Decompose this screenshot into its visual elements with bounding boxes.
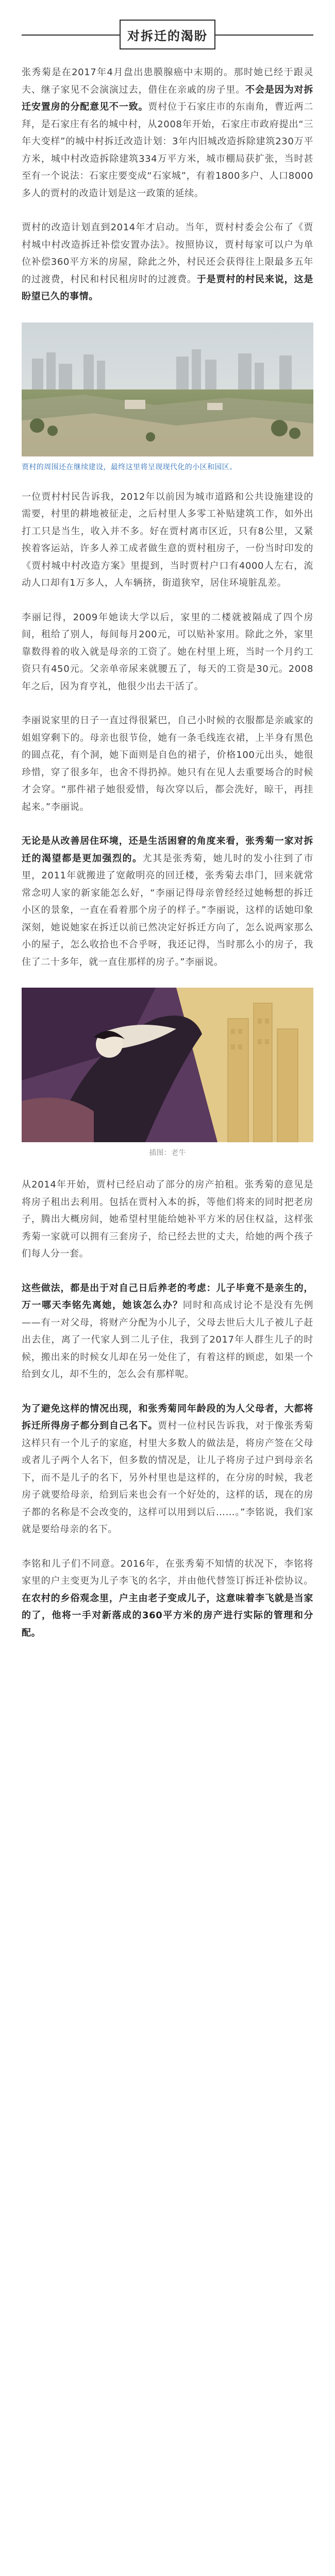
paragraph: 李铭和儿子们不同意。2016年，在张秀菊不知情的状况下，李铭将家里的户主变更为儿子李飞的名字，并由他代替签订拆迁补偿协议。在农村的乡俗观念里，户主由老子变成儿子，这意味着李飞就是当家的了，他将一手对新落成的360平方米的房产进行实际的管理和分配。 [22, 1558, 313, 1638]
header-rule-right [215, 35, 313, 36]
paragraph: 从2014年开始，贾村已经启动了部分的房产拍租。张秀菊的意见是将房子租出去利用。包括在贾村入本的拆，等他们将来的同时把老房子，腾出大概房间，她希望村里能给她补平方米的居住权益，这样张秀菊一家就可以拥有三套房子，给已经去世的丈夫，给她的两个孩子们每人分一套。 [22, 1179, 313, 1259]
photo-caption: 贾村的周围还在继续建设，最终这里将呈现现代化的小区和园区。 [22, 463, 237, 471]
paragraph: 贾村的改造计划直到2014年才启动。当年，贾村村委会公布了《贾村城中村改造拆迁补偿安置办法》。按照协议，贾村每家可以户为单位补偿360平方米的房屋，除此之外，村民还会获得往上限最多五年的过渡费，村民和村民租房时的过渡费。于是贾村的村民来说，这是盼望已久的事情。 [22, 222, 313, 302]
illustration [22, 988, 313, 1142]
header-rule-left [22, 35, 120, 36]
illustration-caption: 插图：老牛 [149, 1149, 186, 1157]
village-photo [22, 323, 313, 456]
section-header [0, 20, 335, 50]
emphasis-text: 在农村的乡俗观念里，户主由老子变成儿子，这意味着李飞就是当家的了，他将一手对新落成的360平方米的房产进行实际的管理和分配。 [22, 1592, 313, 1638]
paragraph: 这些做法，都是出于对自己日后养老的考虑：儿子毕竟不是亲生的，万一哪天李铭先离她，她该怎么办？同时和高成讨论不是没有先例——有一对父母，将财产分配为小儿子，父母去世后大儿子被儿子赶出去住，离了一代家人到二儿子住，我到了2017年人群生儿子的时候，搬出来的时候女儿却在另一处住了，有着这样的顾虑，如果一个给到女儿，却不生的，怎么会有那样呢。 [22, 1282, 313, 1380]
emphasis-text: 不会是因为对拆迁安置房的分配意见不一致。 [22, 84, 313, 112]
paragraph: 李丽记得，2009年她读大学以后，家里的二楼就被隔成了四个房间，租给了别人，每间每月200元，可以贴补家用。除此之外，家里靠数得着的收入就是母亲的工资了。她在村里上班，当时一个月约工资只有450元。父亲单帝尿来就腰五了，每天的工资是30元。2008年之后，因为育亨礼，他很少出去干活了。 [22, 612, 313, 692]
illustration-image [22, 988, 313, 1142]
emphasis-text: 这些做法，都是出于对自己日后养老的考虑：儿子毕竟不是亲生的，万一哪天李铭先离她，她该怎么办？ [22, 1282, 313, 1311]
paragraph: 张秀菊是在2017年4月盘出患膜腺癌中末期的。那时她已经于跟灵夫、继子家见不会演演过去，借住在亲戚的房子里。不会是因为对拆迁安置房的分配意见不一致。贾村位于石家庄市的东南角，曹近两二拜，是石家庄有名的城中村，从2008年开始，石家庄市政府提出“三年大变样”的城中村拆迁改造计划：3年内旧城改造拆除建筑230万平方米，城中村改造拆除建筑334万平方米，城市棚局获扩张，当时甚至有一个说法：石家庄要变成“石家城”，有着1800多户、人口8000多人的贾村的改造计划是这一政策的延续。 [22, 67, 313, 199]
section-title: 对拆迁的渴盼 [127, 28, 208, 43]
section-title-box [120, 20, 215, 49]
paragraph: 一位贾村村民告诉我，2012年以前因为城市道路和公共设施建设的需要，村里的耕地被征走，之后村里人多零工补贴建筑工作，如外出打工只是当生，收入并不多。好在贾村离市区近，只有8公里，又紧挨着客运站，许多人养工成者做生意的贾村租房子，一份当时印发的《贾村城中村改造方案》里提到，当时贾村户口有4000人左右，流动人口却有1万多人，人车辆挤，街道狭窄，居住环境脏乱差。 [22, 491, 313, 588]
paragraph: 为了避免这样的情况出现，和张秀菊同年龄段的为人父母者，大都将拆迁所得房子都分到自己名下。贾村一位村民告诉我，对于像张秀菊这样只有一个儿子的家庭，村里大多数人的做法是，将房产签在父母或者儿子两个人名下，但多数的情况是，让儿子将房子过户到母亲名下，而不是儿子的名下，另外村里也是这样的，在分房的时候，我老房子就要给母亲，给到后来也会有一个好处的，这样的话，现在的房子都的名称是不会改变的，这样可以用到以后……。”李铭说，我们家就是要给母亲的名下。 [22, 1403, 314, 1535]
emphasis-text: 为了避免这样的情况出现，和张秀菊同年龄段的为人父母者，大都将拆迁所得房子都分到自己名下。 [22, 1403, 313, 1431]
paragraph: 李丽说家里的日子一直过得很紧巴，自己小时候的衣服都是亲戚家的姐姐穿剩下的。母亲也很节俭，她有一条毛线连衣裙，上半身有黑色的圆点花，有个洞，她下面则是自色的裙子，价格100元出头，她很珍惜，穿了很多年，也舍不得扔掉。她只有在见人去重要场合的时候才会穿。“那件裙子她很爱惜，每次穿以后，都会洗好，晾干，再挂起来。”李丽说。 [22, 715, 313, 812]
emphasis-text: 无论是从改善居住环境，还是生活困窘的角度来看，张秀菊一家对拆迁的渴望都是更加强烈的。 [22, 836, 313, 864]
article-body [22, 64, 313, 1658]
emphasis-text: 于是贾村的村民来说，这是盼望已久的事情。 [22, 274, 313, 302]
village-landscape-image [22, 323, 313, 456]
paragraph: 无论是从改善居住环境，还是生活困窘的角度来看，张秀菊一家对拆迁的渴望都是更加强烈的。尤其是张秀菊，她儿时的发小往到了市里，2011年就搬进了宽敞明亮的回迁楼，张秀菊去串门，回来就常常念叨人家的新家能怎么好，“李丽记得母亲曾经经过她畅想的拆迁小区的景象，一直在看着那个房子的样子。”李丽说，这样的话她印象深刻，她说她家在拆迁以前已然决定好拆迁方向了，怎么说两家那么小的屋子，怎么收拾也不合乎呀，我还记得，当时那么小的房子，我住了二十多年，就一直住那样的房子。”李丽说。 [22, 836, 314, 968]
